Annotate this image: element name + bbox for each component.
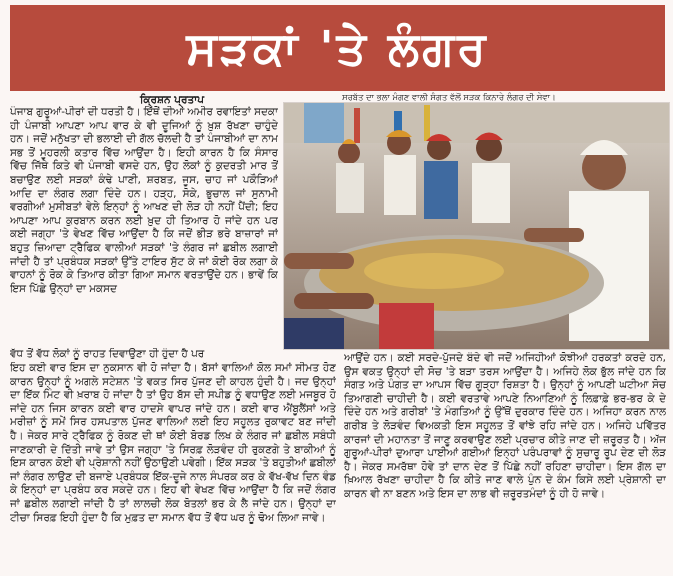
langar-photo-image	[284, 103, 669, 349]
article-paragraph: ਪੰਜਾਬ ਗੁਰੂਆਂ-ਪੀਰਾਂ ਦੀ ਧਰਤੀ ਹੈ। ਇੱਥੋਂ ਦੀਆਂ ਅਮੀਰ ਰਵਾਇਤਾਂ ਸਦਕਾ ਹੀ ਪੰਜਾਬੀ ਆਪਣਾ ਆਪ ਵਾਰ ਕੇ ਵੀ ਦੂਜਿਆਂ ਨੂੰ ਖ਼ੁਸ਼ ਰੱਖਣਾ ਚਾਹੁੰਦੇ ਹਨ। ਜਦੋਂ ਮਨੁੱਖਤਾ ਦੀ ਭਲਾਈ ਦੀ ਗੱਲ ਚੱਲਦੀ ਹੈ ਤਾਂ ਪੰਜਾਬੀਆਂ ਦਾ ਨਾਮ ਸਭ ਤੋਂ ਮੂਹਰਲੀ ਕਤਾਰ ਵਿੱਚ ਆਉਂਦਾ ਹੈ। ਇਹੀ ਕਾਰਨ ਹੈ ਕਿ ਸੰਸਾਰ ਵਿੱਚ ਜਿੱਥੇ ਕਿਤੇ ਵੀ ਪੰਜਾਬੀ ਵਸਦੇ ਹਨ, ਉਹ ਲੋਕਾਂ ਨੂੰ ਕੁਦਰਤੀ ਮਾਰ ਤੋਂ ਬਚਾਉਣ ਲਈ ਸੜਕਾਂ ਕੰਢੇ ਪਾਣੀ, ਸ਼ਰਬਤ, ਜੂਸ, ਚਾਹ ਜਾਂ ਪਕੌੜਿਆਂ ਆਦਿ ਦਾ ਲੰਗਰ ਲਗਾ ਦਿੰਦੇ ਹਨ। ਹੜ੍ਹ, ਸੋਕੇ, ਭੁਚਾਲ ਜਾਂ ਸੁਨਾਮੀ ਵਰਗੀਆਂ ਮੁਸੀਬਤਾਂ ਵੇਲੇ ਇਨ੍ਹਾਂ ਨੂੰ ਆਖਣ ਦੀ ਲੋੜ ਹੀ ਨਹੀਂ ਪੈਂਦੀ; ਇਹ ਆਪਣਾ ਆਪ ਕੁਰਬਾਨ ਕਰਨ ਲਈ ਖ਼ੁਦ ਹੀ ਤਿਆਰ ਹੋ ਜਾਂਦੇ ਹਨ ਪਰ ਕਈ ਜਗ੍ਹਾ 'ਤੇ ਵੇਖਣ ਵਿੱਚ ਆਉਂਦਾ ਹੈ ਕਿ ਜਦੋਂ ਭੀੜ ਭਰੇ ਬਾਜ਼ਾਰਾਂ ਜਾਂ ਬਹੁਤ ਜ਼ਿਆਦਾ ਟ੍ਰੈਫਿਕ ਵਾਲੀਆਂ ਸੜਕਾਂ 'ਤੇ ਲੰਗਰ ਜਾਂ ਛਬੀਲ ਲਗਾਈ ਜਾਂਦੀ ਹੈ ਤਾਂ ਪ੍ਰਬੰਧਕ ਸੜਕਾਂ ਉੱਤੇ ਟਾਇਰ ਸੁੱਟ ਕੇ ਜਾਂ ਕੋਈ ਰੋਕ ਲਗਾ ਕੇ ਵਾਹਨਾਂ ਨੂੰ ਰੋਕ ਕੇ ਤਿਆਰ ਕੀਤਾ ਗਿਆ ਸਮਾਨ ਵਰਤਾਉਂਦੇ ਹਨ। ਭਾਵੇਂ ਕਿ ਇਸ ਪਿੱਛੇ ਉਨ੍ਹਾਂ ਦਾ ਮਕਸਦ	[10, 106, 278, 295]
article-paragraph: ਵੱਧ ਤੋਂ ਵੱਧ ਲੋਕਾਂ ਨੂੰ ਰਾਹਤ ਦਿਵਾਉਣਾ ਹੀ ਹੁੰਦਾ ਹੈ ਪਰ	[10, 348, 205, 360]
article-line-full	[10, 348, 278, 362]
article-column-right	[344, 352, 666, 570]
photo-caption: ਸਰਬੱਤ ਦਾ ਭਲਾ ਮੰਗਣ ਵਾਲੀ ਸੰਗਤ ਵੱਲੋਂ ਸੜਕ ਕਿਨਾਰੇ ਲੰਗਰ ਦੀ ਸੇਵਾ।	[342, 92, 556, 102]
article-paragraph: ਇਹ ਕਈ ਵਾਰ ਇਸ ਦਾ ਨੁਕਸਾਨ ਵੀ ਹੋ ਜਾਂਦਾ ਹੈ। ਬੱਸਾਂ ਵਾਲਿਆਂ ਕੋਲ ਸਮਾਂ ਸੀਮਤ ਹੋਣ ਕਾਰਨ ਉਨ੍ਹਾਂ ਨੂੰ ਅਗਲੇ ਸਟੇਸ਼ਨ 'ਤੇ ਵਕਤ ਸਿਰ ਪੁੱਜਣ ਦੀ ਕਾਹਲ ਹੁੰਦੀ ਹੈ। ਜਦ ਉਨ੍ਹਾਂ ਦਾ ਇੱਕ ਮਿੰਟ ਵੀ ਖ਼ਰਾਬ ਹੋ ਜਾਂਦਾ ਹੈ ਤਾਂ ਉਹ ਬੱਸ ਦੀ ਸਪੀਡ ਨੂੰ ਵਧਾਉਣ ਲਈ ਮਜਬੂਰ ਹੋ ਜਾਂਦੇ ਹਨ ਜਿਸ ਕਾਰਨ ਕਈ ਵਾਰ ਹਾਦਸੇ ਵਾਪਰ ਜਾਂਦੇ ਹਨ। ਕਈ ਵਾਰ ਐਂਬੂਲੈਂਸਾਂ ਅਤੇ ਮਰੀਜ਼ਾਂ ਨੂੰ ਸਮੇਂ ਸਿਰ ਹਸਪਤਾਲ ਪੁੱਜਣ ਵਾਲਿਆਂ ਲਈ ਇਹ ਸਹੂਲਤ ਰੁਕਾਵਟ ਬਣ ਜਾਂਦੀ ਹੈ। ਜੇਕਰ ਸਾਰੇ ਟ੍ਰੈਫਿਕ ਨੂੰ ਰੋਕਣ ਦੀ ਥਾਂ ਕੋਈ ਬੋਰਡ ਲਿਖ ਕੇ ਲੰਗਰ ਜਾਂ ਛਬੀਲ ਸਬੰਧੀ ਜਾਣਕਾਰੀ ਦੇ ਦਿੱਤੀ ਜਾਵੇ ਤਾਂ ਉਸ ਜਗ੍ਹਾ 'ਤੇ ਸਿਰਫ਼ ਲੋੜਵੰਦ ਹੀ ਰੁਕਣਗੇ ਤੇ ਬਾਕੀਆਂ ਨੂੰ ਇਸ ਕਾਰਨ ਕੋਈ ਵੀ ਪ੍ਰੇਸ਼ਾਨੀ ਨਹੀਂ ਉਠਾਉਣੀ ਪਵੇਗੀ। ਇੱਕ ਸੜਕ 'ਤੇ ਬਹੁਤੀਆਂ ਛਬੀਲਾਂ ਜਾਂ ਲੰਗਰ ਲਾਉਣ ਦੀ ਬਜਾਏ ਪ੍ਰਬੰਧਕ ਇੱਕ-ਦੂਜੇ ਨਾਲ ਸੰਪਰਕ ਕਰ ਕੇ ਵੱਖ-ਵੱਖ ਦਿਨ ਵੰਡ ਕੇ ਇਨ੍ਹਾਂ ਦਾ ਪ੍ਰਬੰਧ ਕਰ ਸਕਦੇ ਹਨ। ਇਹ ਵੀ ਵੇਖਣ ਵਿੱਚ ਆਉਂਦਾ ਹੈ ਕਿ ਜਦੋਂ ਲੰਗਰ ਜਾਂ ਛਬੀਲ ਲਗਾਈ ਜਾਂਦੀ ਹੈ ਤਾਂ ਲਾਲਚੀ ਲੋਕ ਬੋਤਲਾਂ ਭਰ ਕੇ ਲੈ ਜਾਂਦੇ ਹਨ। ਉਨ੍ਹਾਂ ਦਾ ਟੀਚਾ ਸਿਰਫ਼ ਇਹੀ ਹੁੰਦਾ ਹੈ ਕਿ ਮੁਫ਼ਤ ਦਾ ਸਮਾਨ ਵੱਧ ਤੋਂ ਵੱਧ ਘਰ ਨੂੰ ਢੋਅ ਲਿਆ ਜਾਵੇ।	[10, 362, 336, 524]
article-column-left	[10, 106, 278, 350]
article-column-middle	[10, 362, 336, 570]
headline-banner	[10, 5, 665, 91]
byline: ਕ੍ਰਿਸ਼ਨ ਪ੍ਰਤਾਪ	[140, 94, 205, 106]
langar-photo	[283, 102, 670, 350]
headline: ਸੜਕਾਂ 'ਤੇ ਲੰਗਰ	[186, 21, 489, 75]
article-paragraph: ਆਉਂਦੇ ਹਨ। ਕਈ ਸਰਦੇ-ਪੁੱਜਦੇ ਬੰਦੇ ਵੀ ਜਦੋਂ ਅਜਿਹੀਆਂ ਕੋਝੀਆਂ ਹਰਕਤਾਂ ਕਰਦੇ ਹਨ, ਉਸ ਵਕਤ ਉਨ੍ਹਾਂ ਦੀ ਸੋਚ 'ਤੇ ਬੜਾ ਤਰਸ ਆਉਂਦਾ ਹੈ। ਅਜਿਹੇ ਲੋਕ ਭੁੱਲ ਜਾਂਦੇ ਹਨ ਕਿ ਸੰਗਤ ਅਤੇ ਪੰਗਤ ਦਾ ਆਪਸ ਵਿੱਚ ਗੂੜ੍ਹਾ ਰਿਸ਼ਤਾ ਹੈ। ਉਨ੍ਹਾਂ ਨੂੰ ਆਪਣੀ ਘਟੀਆ ਸੋਚ ਤਿਆਗਣੀ ਚਾਹੀਦੀ ਹੈ। ਕਈ ਵਰਤਾਵੇ ਆਪਣੇ ਨਿਆਣਿਆਂ ਨੂੰ ਲਿਫ਼ਾਫ਼ੇ ਭਰ-ਭਰ ਕੇ ਦੇ ਦਿੰਦੇ ਹਨ ਅਤੇ ਗਰੀਬਾਂ 'ਤੇ ਮੰਗਤਿਆਂ ਨੂੰ ਉੱਥੋਂ ਦੁਰਕਾਰ ਦਿੰਦੇ ਹਨ। ਅਜਿਹਾ ਕਰਨ ਨਾਲ ਗਰੀਬ ਤੇ ਲੋੜਵੰਦ ਵਿਅਕਤੀ ਇਸ ਸਹੂਲਤ ਤੋਂ ਵਾਂਝੇ ਰਹਿ ਜਾਂਦੇ ਹਨ। ਅਜਿਹੇ ਪਵਿੱਤਰ ਕਾਰਜਾਂ ਦੀ ਮਹਾਨਤਾ ਤੋਂ ਜਾਣੂ ਕਰਵਾਉਣ ਲਈ ਪ੍ਰਚਾਰ ਕੀਤੇ ਜਾਣ ਦੀ ਜ਼ਰੂਰਤ ਹੈ। ਅੱਜ ਗੁਰੂਆਂ-ਪੀਰਾਂ ਦੁਆਰਾ ਪਾਈਆਂ ਗਈਆਂ ਇਨ੍ਹਾਂ ਪਰੰਪਰਾਵਾਂ ਨੂੰ ਸੁਚਾਰੂ ਰੂਪ ਦੇਣ ਦੀ ਲੋੜ ਹੈ। ਜੇਕਰ ਸਮਰੱਥਾ ਹੋਵੇ ਤਾਂ ਦਾਨ ਦੇਣ ਤੋਂ ਪਿੱਛੇ ਨਹੀਂ ਰਹਿਣਾ ਚਾਹੀਦਾ। ਇਸ ਗੱਲ ਦਾ ਖ਼ਿਆਲ ਰੱਖਣਾ ਚਾਹੀਦਾ ਹੈ ਕਿ ਕੀਤੇ ਜਾਣ ਵਾਲੇ ਪੁੰਨ ਦੇ ਕੰਮ ਕਿਸੇ ਲਈ ਪ੍ਰੇਸ਼ਾਨੀ ਦਾ ਕਾਰਨ ਵੀ ਨਾ ਬਣਨ ਅਤੇ ਇਸ ਦਾ ਲਾਭ ਵੀ ਜ਼ਰੂਰਤਮੰਦਾਂ ਨੂੰ ਹੀ ਹੋ ਜਾਵੇ।	[344, 352, 666, 500]
